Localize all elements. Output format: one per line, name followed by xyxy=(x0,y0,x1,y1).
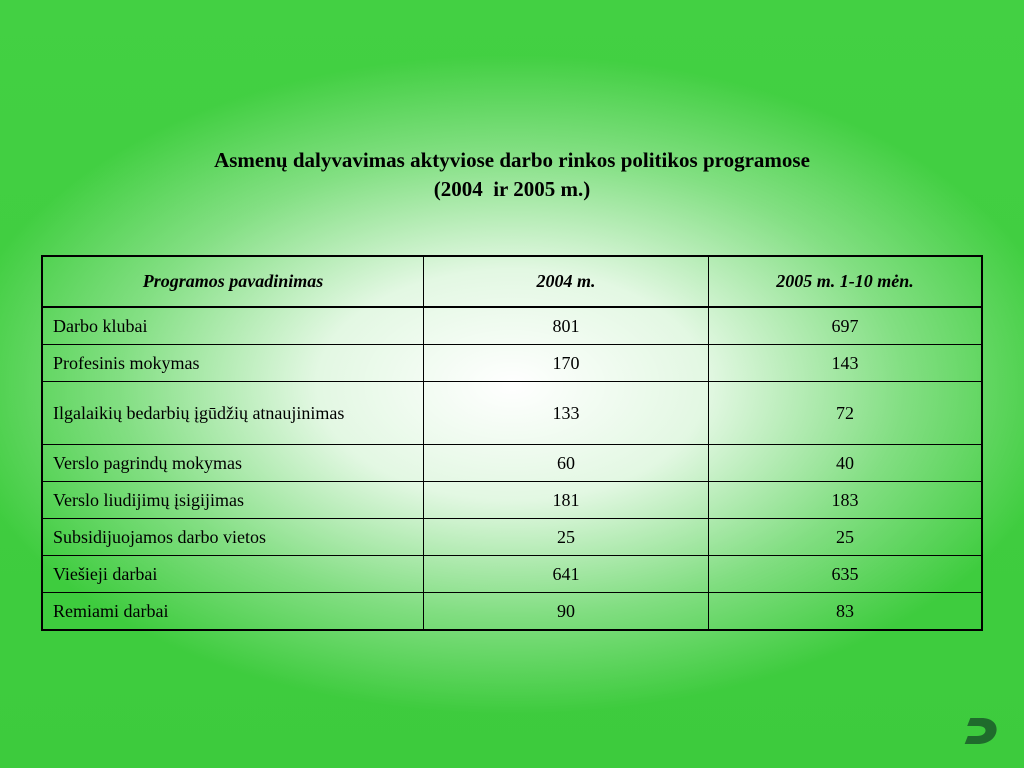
slide-title-line1: Asmenų dalyvavimas aktyviose darbo rinkos politikos programose xyxy=(214,148,810,172)
program-name-cell: Remiami darbai xyxy=(42,593,424,631)
programs-table xyxy=(41,255,983,631)
value-2004-cell: 181 xyxy=(424,482,709,519)
slide-title-line2: (2004 ir 2005 m.) xyxy=(433,177,591,201)
value-2004-cell: 60 xyxy=(424,445,709,482)
value-2005-cell: 143 xyxy=(709,345,983,382)
value-2005-cell: 183 xyxy=(709,482,983,519)
value-2005-cell: 635 xyxy=(709,556,983,593)
value-2004-cell: 641 xyxy=(424,556,709,593)
table-row xyxy=(42,345,982,382)
program-name-cell: Verslo liudijimų įsigijimas xyxy=(42,482,424,519)
value-2005-cell: 72 xyxy=(709,382,983,445)
header-2005: 2005 m. 1-10 mėn. xyxy=(709,256,983,307)
table-header-row xyxy=(42,256,982,307)
header-2004: 2004 m. xyxy=(424,256,709,307)
value-2005-cell: 83 xyxy=(709,593,983,631)
value-2005-cell: 697 xyxy=(709,307,983,345)
value-2005-cell: 40 xyxy=(709,445,983,482)
green-d-logo-icon xyxy=(953,706,997,750)
program-name-cell: Subsidijuojamos darbo vietos xyxy=(42,519,424,556)
header-program-name: Programos pavadinimas xyxy=(42,256,424,307)
program-name-cell: Ilgalaikių bedarbių įgūdžių atnaujinimas xyxy=(42,382,424,445)
table-row xyxy=(42,307,982,345)
value-2004-cell: 801 xyxy=(424,307,709,345)
program-name-cell: Viešieji darbai xyxy=(42,556,424,593)
value-2004-cell: 25 xyxy=(424,519,709,556)
value-2005-cell: 25 xyxy=(709,519,983,556)
value-2004-cell: 133 xyxy=(424,382,709,445)
table-row xyxy=(42,556,982,593)
table-row xyxy=(42,445,982,482)
table-row xyxy=(42,382,982,445)
table-row xyxy=(42,519,982,556)
table-row xyxy=(42,593,982,631)
program-name-cell: Profesinis mokymas xyxy=(42,345,424,382)
program-name-cell: Verslo pagrindų mokymas xyxy=(42,445,424,482)
program-name-cell: Darbo klubai xyxy=(42,307,424,345)
table-row xyxy=(42,482,982,519)
slide-title xyxy=(0,146,1024,204)
value-2004-cell: 170 xyxy=(424,345,709,382)
value-2004-cell: 90 xyxy=(424,593,709,631)
